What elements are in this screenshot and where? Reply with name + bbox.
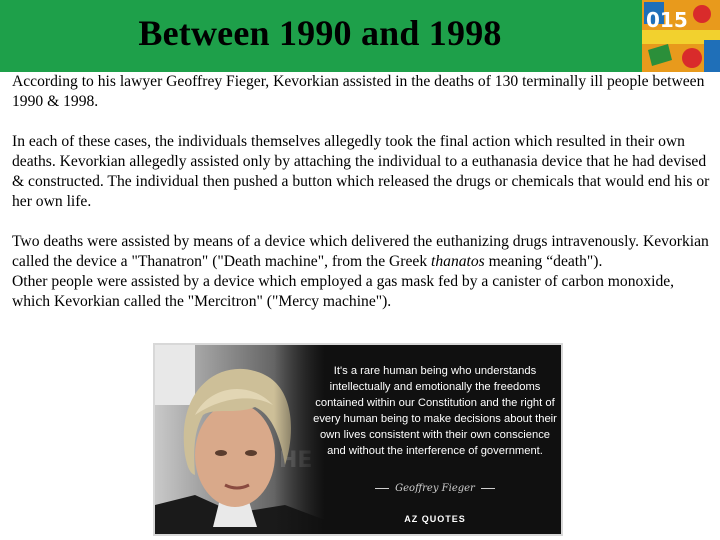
thanatron-text: Two deaths were assisted by means of a device which delivered the euthanizing drugs intravenously. Kevorkian called the device a "Thanatron" ("Death machine", from the Greek bbox=[12, 233, 709, 270]
paragraph-thanatron bbox=[12, 232, 712, 272]
svg-text:015: 015 bbox=[646, 8, 688, 32]
quote-text: It's a rare human being who understands intellectually and emotionally the freedoms contained within our Constitution and the right of every human being to make decisions about their own lives consistent with their own conscience and without the interference of government. bbox=[313, 365, 557, 457]
quote-image bbox=[153, 343, 563, 536]
dash-left bbox=[375, 488, 389, 489]
quote-brand-logo: AZ QUOTES bbox=[404, 514, 466, 524]
logo-graphic bbox=[642, 0, 720, 72]
thanatos-meaning: meaning “death"). bbox=[484, 253, 603, 270]
paragraph-cases: In each of these cases, the individuals themselves allegedly took the final action which resulted in their own deaths. Kevorkian allegedly assisted only by attaching the individual to a euthanasia device that he had devised & constructed. The individual then pushed a button which released the drugs or chemicals that would end his or her own life. bbox=[12, 133, 710, 210]
portrait-photo bbox=[155, 345, 325, 534]
paragraph-lawyer: According to his lawyer Geoffrey Fieger, Kevorkian assisted in the deaths of 130 terminally ill people between 1990 & 1998. bbox=[12, 73, 705, 110]
slide-title: Between 1990 and 1998 bbox=[138, 13, 502, 53]
dash-right bbox=[481, 488, 495, 489]
title-bar bbox=[0, 0, 720, 72]
quote-author bbox=[310, 483, 560, 494]
slide-body bbox=[12, 72, 712, 312]
author-name: Geoffrey Fieger bbox=[395, 483, 475, 494]
event-logo bbox=[642, 0, 720, 72]
paragraph-mercitron: Other people were assisted by a device which employed a gas mask fed by a canister of carbon monoxide, which Kevorkian called the "Mercitron" ("Mercy machine"). bbox=[12, 273, 675, 310]
thanatos-term: thanatos bbox=[431, 253, 485, 270]
